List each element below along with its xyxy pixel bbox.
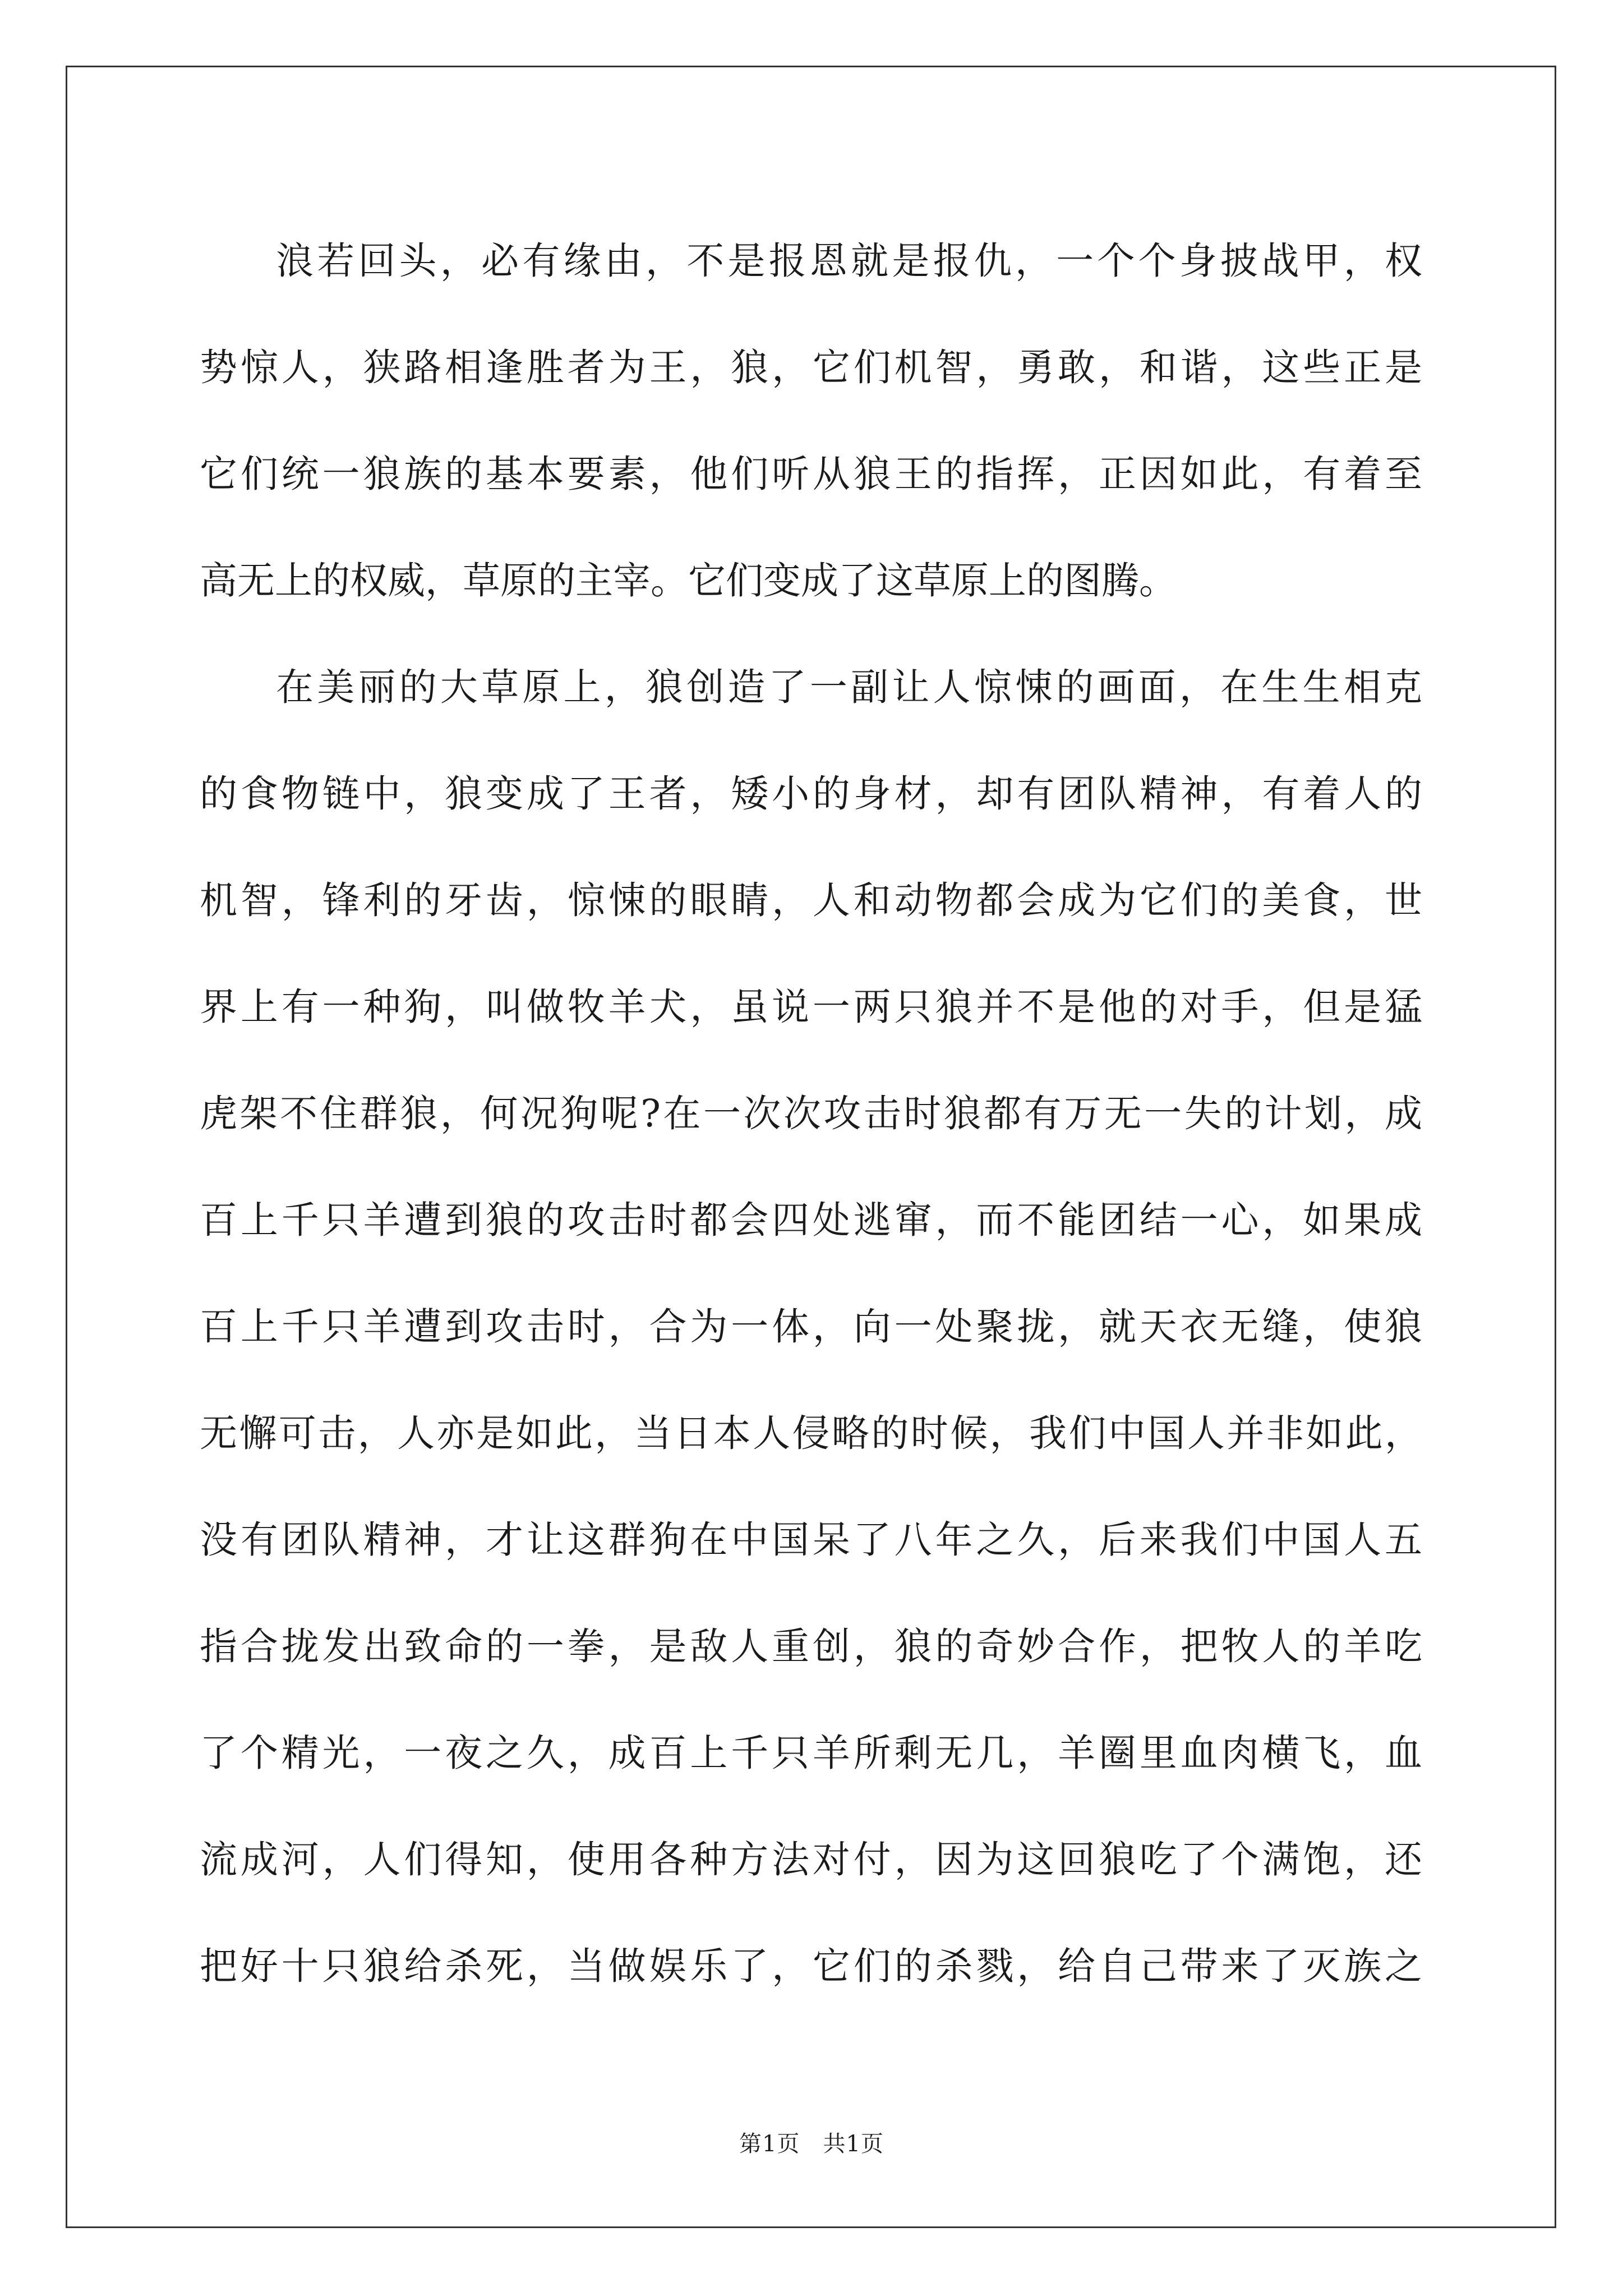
text-line: 了个精光，一夜之久，成百上千只羊所剩无几，羊圈里血肉横飞，血	[200, 1731, 1426, 1775]
text-line: 把好十只狼给杀死，当做娱乐了，它们的杀戮，给自己带来了灭族之	[200, 1944, 1426, 1988]
text-line: 机智，锋利的牙齿，惊悚的眼睛，人和动物都会成为它们的美食，世	[200, 878, 1426, 922]
text-line: 指合拢发出致命的一拳，是敌人重创，狼的奇妙合作，把牧人的羊吃	[200, 1625, 1426, 1668]
text-line: 无懈可击，人亦是如此，当日本人侵略的时候，我们中国人并非如此，	[200, 1411, 1424, 1455]
text-line: 流成河，人们得知，使用各种方法对付，因为这回狼吃了个满饱，还	[200, 1838, 1426, 1881]
text-line: 在美丽的大草原上，狼创造了一副让人惊悚的画面，在生生相克	[276, 665, 1426, 709]
text-line: 它们统一狼族的基本要素，他们听从狼王的指挥，正因如此，有着至	[200, 452, 1426, 496]
text-line: 百上千只羊遭到狼的攻击时都会四处逃窜，而不能团结一心，如果成	[200, 1198, 1426, 1242]
text-line: 没有团队精神，才让这群狗在中国呆了八年之久，后来我们中国人五	[200, 1518, 1426, 1562]
text-line: 的食物链中，狼变成了王者，矮小的身材，却有团队精神，有着人的	[200, 772, 1426, 816]
text-line: 浪若回头，必有缘由，不是报恩就是报仇，一个个身披战甲，权	[276, 239, 1426, 283]
text-line: 高无上的权威，草原的主宰。它们变成了这草原上的图腾。	[200, 559, 1177, 602]
text-line: 势惊人，狭路相逢胜者为王，狼，它们机智，勇敢，和谐，这些正是	[200, 346, 1426, 389]
page-footer: 第1页 共1页	[739, 2131, 884, 2157]
text-line: 百上千只羊遭到攻击时，合为一体，向一处聚拢，就天衣无缝，使狼	[200, 1305, 1426, 1349]
text-line: 界上有一种狗，叫做牧羊犬，虽说一两只狼并不是他的对手，但是猛	[200, 985, 1426, 1029]
text-line: 虎架不住群狼，何况狗呢?在一次次攻击时狼都有万无一失的计划，成	[200, 1092, 1425, 1135]
